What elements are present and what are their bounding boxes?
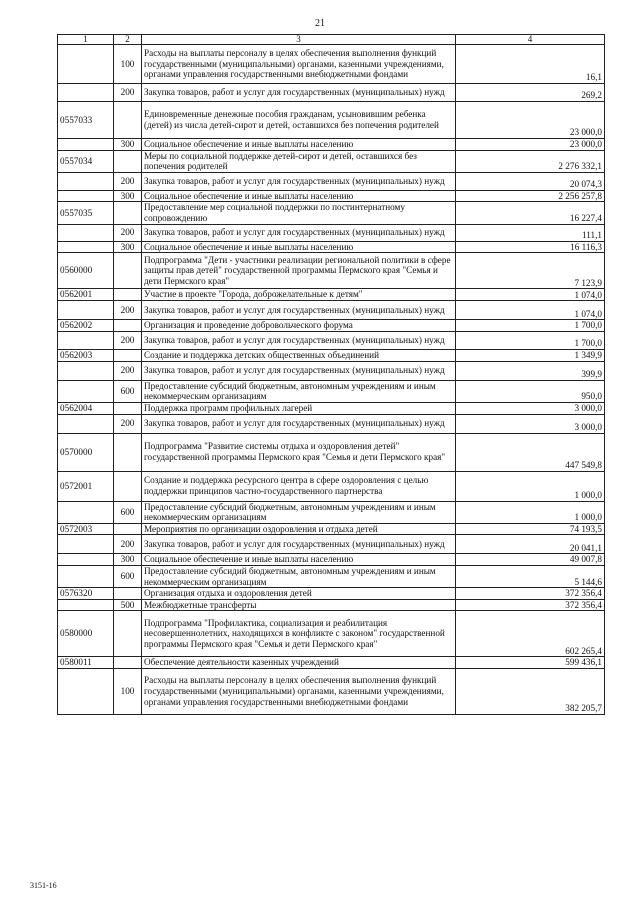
row-name: Закупка товаров, работ и услуг для государственных (муниципальных) нужд — [142, 331, 456, 349]
row-code — [58, 565, 114, 587]
row-code: 0576320 — [58, 588, 114, 600]
row-name: Подпрограмма "Развитие системы отдыха и оздоровления детей" государственной программы Пермского края "Семья и дети Пермского края" — [142, 433, 456, 471]
row-code — [58, 668, 114, 714]
row-amount: 2 276 332,1 — [456, 150, 605, 172]
row-amount: 74 193,5 — [456, 523, 605, 535]
row-expense-kind — [114, 202, 142, 224]
table-row — [58, 535, 605, 554]
row-expense-kind: 100 — [114, 668, 142, 714]
table-row — [58, 588, 605, 600]
table-body — [58, 45, 605, 715]
table-row — [58, 414, 605, 433]
row-name: Обеспечение деятельности казенных учреждений — [142, 657, 456, 669]
row-code: 0560000 — [58, 253, 114, 289]
table-row — [58, 172, 605, 190]
table-row — [58, 599, 605, 611]
row-code — [58, 224, 114, 241]
table-row — [58, 523, 605, 535]
row-expense-kind: 300 — [114, 139, 142, 151]
table-row — [58, 241, 605, 253]
header-col-3: 3 — [142, 35, 456, 45]
row-code: 0570000 — [58, 433, 114, 471]
row-expense-kind — [114, 611, 142, 657]
header-col-4: 4 — [456, 35, 605, 45]
row-amount: 1 000,0 — [456, 471, 605, 501]
row-amount: 1 074,0 — [456, 301, 605, 320]
row-name: Создание и поддержка детских общественных объединений — [142, 349, 456, 361]
row-name: Расходы на выплаты персоналу в целях обеспечения выполнения функций государственными (муниципальными) органами, казенными учреждениями, органами управления государственными внебюджетными фондами — [142, 668, 456, 714]
row-code: 0557035 — [58, 202, 114, 224]
row-name: Социальное обеспечение и иные выплаты населению — [142, 190, 456, 202]
row-code — [58, 172, 114, 190]
row-expense-kind: 600 — [114, 565, 142, 587]
row-name: Закупка товаров, работ и услуг для государственных (муниципальных) нужд — [142, 414, 456, 433]
row-amount: 16 227,4 — [456, 202, 605, 224]
table-row — [58, 611, 605, 657]
table-row — [58, 253, 605, 289]
row-code: 0580000 — [58, 611, 114, 657]
table-row — [58, 380, 605, 402]
row-amount: 602 265,4 — [456, 611, 605, 657]
row-amount: 16 116,3 — [456, 241, 605, 253]
table-row — [58, 361, 605, 380]
row-code — [58, 361, 114, 380]
row-code — [58, 190, 114, 202]
row-expense-kind — [114, 433, 142, 471]
row-name: Предоставление мер социальной поддержки по постинтернатному сопровождению — [142, 202, 456, 224]
row-amount: 382 205,7 — [456, 668, 605, 714]
table-row — [58, 102, 605, 139]
table-row — [58, 150, 605, 172]
row-code: 0572001 — [58, 471, 114, 501]
row-amount: 111,1 — [456, 224, 605, 241]
row-name: Поддержка программ профильных лагерей — [142, 402, 456, 414]
table-row — [58, 565, 605, 587]
table-row — [58, 289, 605, 301]
row-expense-kind: 200 — [114, 331, 142, 349]
header-row — [58, 35, 605, 45]
row-amount: 372 356,4 — [456, 588, 605, 600]
row-expense-kind: 200 — [114, 361, 142, 380]
row-name: Закупка товаров, работ и услуг для государственных (муниципальных) нужд — [142, 301, 456, 320]
table-row — [58, 190, 605, 202]
row-code — [58, 380, 114, 402]
table-row — [58, 657, 605, 669]
row-name: Социальное обеспечение и иные выплаты населению — [142, 554, 456, 566]
row-amount: 372 356,4 — [456, 599, 605, 611]
row-code: 0562003 — [58, 349, 114, 361]
row-expense-kind: 200 — [114, 535, 142, 554]
row-code — [58, 45, 114, 84]
table-row — [58, 84, 605, 102]
row-name: Участие в проекте "Города, доброжелательные к детям" — [142, 289, 456, 301]
row-expense-kind — [114, 523, 142, 535]
row-expense-kind: 300 — [114, 554, 142, 566]
row-amount: 3 000,0 — [456, 414, 605, 433]
row-name: Подпрограмма "Дети - участники реализации региональной политики в сфере защиты прав детей" государственной программы Пермского края "Семья и дети Пермского края" — [142, 253, 456, 289]
row-name: Закупка товаров, работ и услуг для государственных (муниципальных) нужд — [142, 224, 456, 241]
row-name: Организация отдыха и оздоровления детей — [142, 588, 456, 600]
row-name: Организация и проведение добровольческого форума — [142, 320, 456, 332]
row-code — [58, 501, 114, 523]
row-expense-kind: 500 — [114, 599, 142, 611]
row-expense-kind — [114, 253, 142, 289]
row-name: Единовременные денежные пособия гражданам, усыновившим ребенка (детей) из числа детей-сирот и детей, оставшихся без попечения родителей — [142, 102, 456, 139]
table-row — [58, 320, 605, 332]
header-col-1: 1 — [58, 35, 114, 45]
row-expense-kind — [114, 588, 142, 600]
row-code — [58, 139, 114, 151]
row-code — [58, 554, 114, 566]
row-amount: 447 549,8 — [456, 433, 605, 471]
header-col-2: 2 — [114, 35, 142, 45]
row-expense-kind — [114, 150, 142, 172]
row-amount: 1 700,0 — [456, 320, 605, 332]
table-row — [58, 402, 605, 414]
row-expense-kind: 200 — [114, 414, 142, 433]
row-code: 0562001 — [58, 289, 114, 301]
row-name: Закупка товаров, работ и услуг для государственных (муниципальных) нужд — [142, 361, 456, 380]
document-code: 3151-16 — [30, 881, 57, 890]
row-name: Закупка товаров, работ и услуг для государственных (муниципальных) нужд — [142, 535, 456, 554]
row-expense-kind: 100 — [114, 45, 142, 84]
table-row — [58, 224, 605, 241]
row-name: Расходы на выплаты персоналу в целях обеспечения выполнения функций государственными (муниципальными) органами, казенными учреждениями, органами управления государственными внебюджетными фондами — [142, 45, 456, 84]
row-amount: 3 000,0 — [456, 402, 605, 414]
row-name: Предоставление субсидий бюджетным, автономным учреждениям и иным некоммерческим организациям — [142, 565, 456, 587]
row-amount: 49 007,8 — [456, 554, 605, 566]
row-name: Мероприятия по организации оздоровления и отдыха детей — [142, 523, 456, 535]
row-amount: 599 436,1 — [456, 657, 605, 669]
row-expense-kind — [114, 657, 142, 669]
row-amount: 5 144,6 — [456, 565, 605, 587]
table-row — [58, 349, 605, 361]
row-code: 0562004 — [58, 402, 114, 414]
row-code — [58, 241, 114, 253]
table-row — [58, 139, 605, 151]
row-code: 0572003 — [58, 523, 114, 535]
row-code: 0557033 — [58, 102, 114, 139]
table-row — [58, 554, 605, 566]
row-expense-kind: 300 — [114, 241, 142, 253]
row-code — [58, 301, 114, 320]
row-code — [58, 414, 114, 433]
row-amount: 16,1 — [456, 45, 605, 84]
row-amount: 1 349,9 — [456, 349, 605, 361]
row-expense-kind — [114, 402, 142, 414]
row-amount: 950,0 — [456, 380, 605, 402]
row-name: Социальное обеспечение и иные выплаты населению — [142, 241, 456, 253]
row-code — [58, 84, 114, 102]
row-amount: 23 000,0 — [456, 102, 605, 139]
row-expense-kind: 600 — [114, 501, 142, 523]
row-code — [58, 535, 114, 554]
table-row — [58, 331, 605, 349]
table-row — [58, 501, 605, 523]
row-name: Закупка товаров, работ и услуг для государственных (муниципальных) нужд — [142, 84, 456, 102]
row-code: 0557034 — [58, 150, 114, 172]
row-amount: 1 074,0 — [456, 289, 605, 301]
row-name: Создание и поддержка ресурсного центра в сфере оздоровления с целью поддержки принципов частно-государственного партнерства — [142, 471, 456, 501]
row-expense-kind — [114, 471, 142, 501]
row-name: Подпрограмма "Профилактика, социализация и реабилитация несовершеннолетних, находящихся в конфликте с законом" государственной программы Пермского края "Семья и дети Пермского края" — [142, 611, 456, 657]
page-number: 21 — [315, 18, 325, 29]
row-name: Предоставление субсидий бюджетным, автономным учреждениям и иным некоммерческим организациям — [142, 380, 456, 402]
row-expense-kind: 200 — [114, 301, 142, 320]
row-amount: 2 256 257,8 — [456, 190, 605, 202]
table-row — [58, 668, 605, 714]
row-amount: 23 000,0 — [456, 139, 605, 151]
row-expense-kind: 200 — [114, 84, 142, 102]
row-amount: 269,2 — [456, 84, 605, 102]
row-name: Межбюджетные трансферты — [142, 599, 456, 611]
table-row — [58, 45, 605, 84]
row-code: 0562002 — [58, 320, 114, 332]
table-row — [58, 433, 605, 471]
row-amount: 1 000,0 — [456, 501, 605, 523]
row-expense-kind — [114, 349, 142, 361]
row-name: Предоставление субсидий бюджетным, автономным учреждениям и иным некоммерческим организациям — [142, 501, 456, 523]
table-row — [58, 471, 605, 501]
table-row — [58, 202, 605, 224]
budget-table — [57, 34, 605, 715]
row-expense-kind — [114, 320, 142, 332]
row-amount: 399,9 — [456, 361, 605, 380]
row-amount: 20 074,3 — [456, 172, 605, 190]
row-expense-kind: 300 — [114, 190, 142, 202]
row-expense-kind — [114, 102, 142, 139]
row-amount: 7 123,9 — [456, 253, 605, 289]
row-expense-kind — [114, 289, 142, 301]
row-code — [58, 599, 114, 611]
row-amount: 1 700,0 — [456, 331, 605, 349]
row-name: Закупка товаров, работ и услуг для государственных (муниципальных) нужд — [142, 172, 456, 190]
row-amount: 20 041,1 — [456, 535, 605, 554]
row-name: Социальное обеспечение и иные выплаты населению — [142, 139, 456, 151]
row-expense-kind: 200 — [114, 224, 142, 241]
row-code — [58, 331, 114, 349]
table-row — [58, 301, 605, 320]
row-code: 0580011 — [58, 657, 114, 669]
row-name: Меры по социальной поддержке детей-сирот и детей, оставшихся без попечения родителей — [142, 150, 456, 172]
row-expense-kind: 200 — [114, 172, 142, 190]
row-expense-kind: 600 — [114, 380, 142, 402]
